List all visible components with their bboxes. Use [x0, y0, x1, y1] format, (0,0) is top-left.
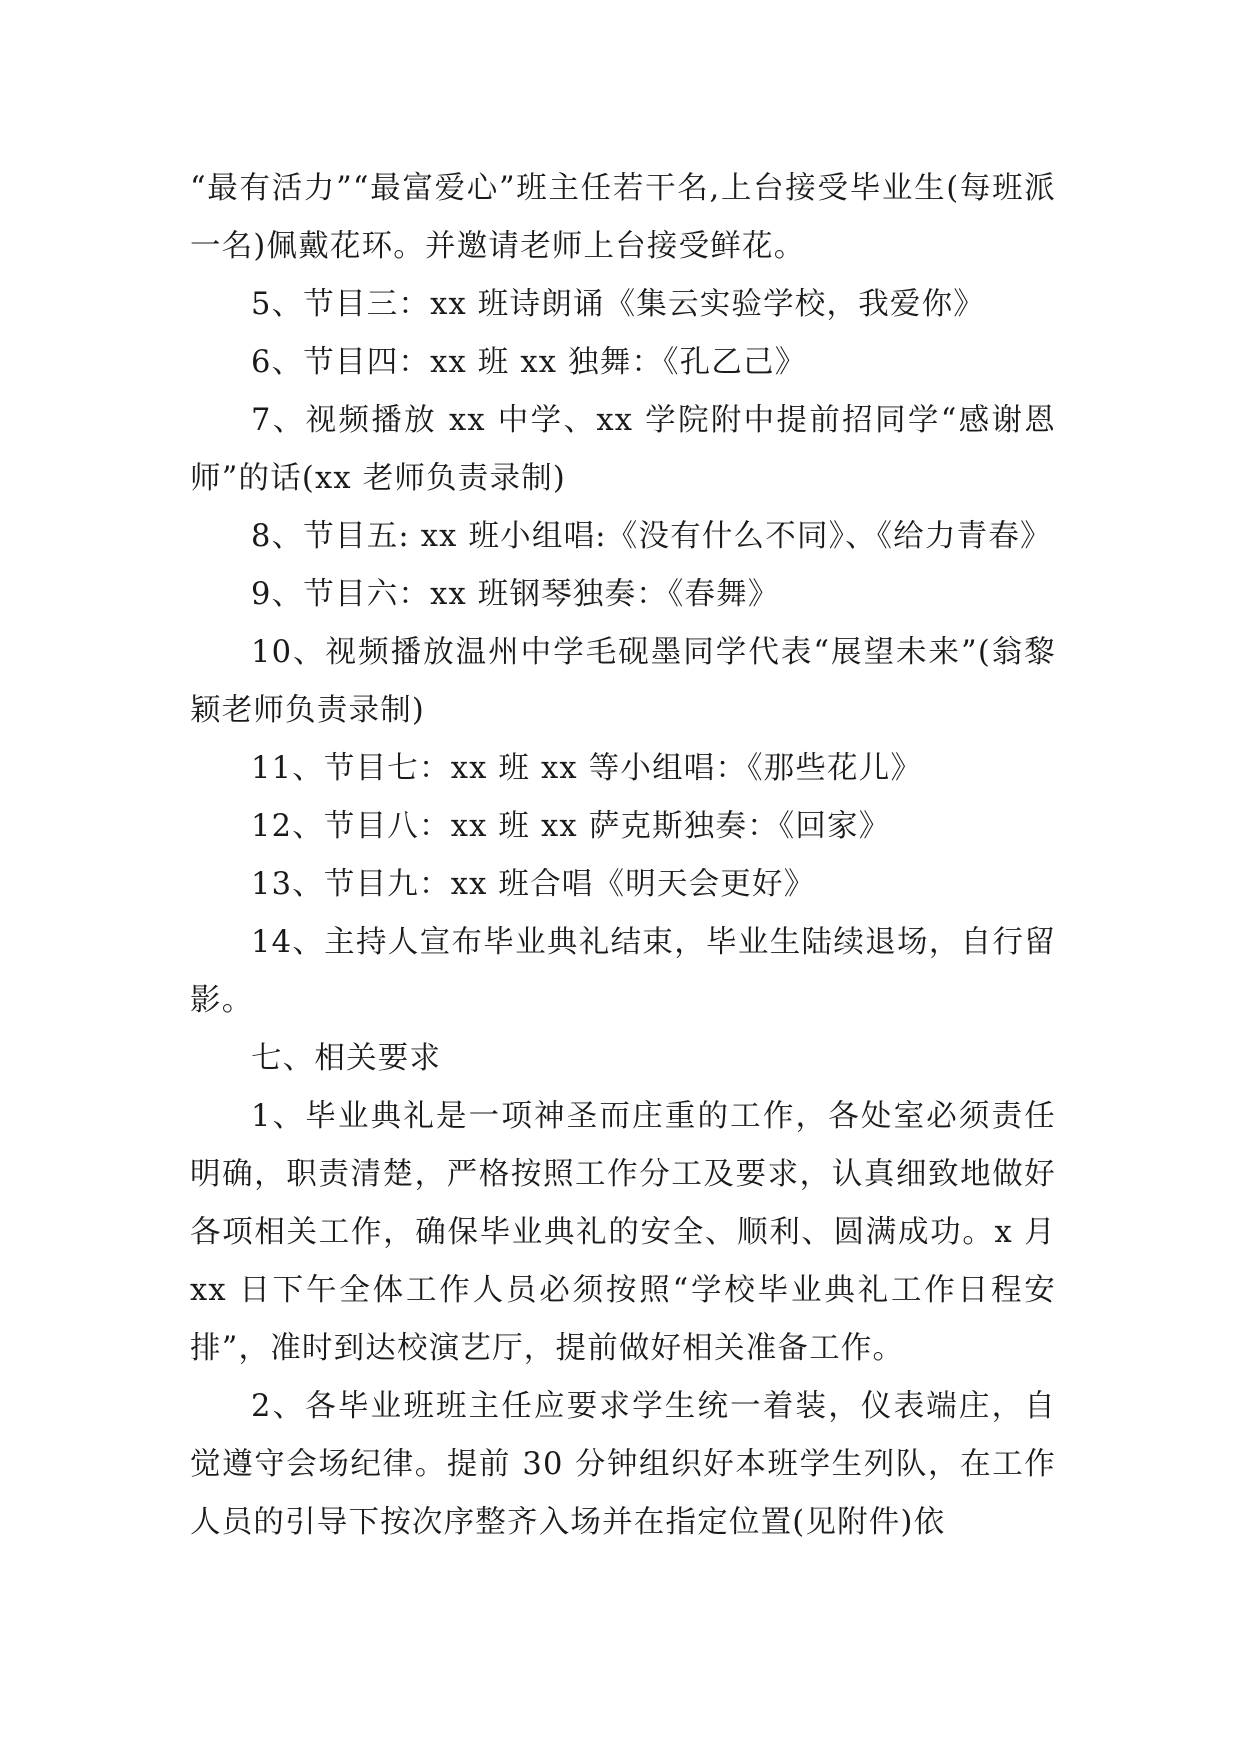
paragraph-program-8: 12、节目八：xx 班 xx 萨克斯独奏：《回家》 [251, 809, 891, 844]
paragraph-requirement-2: 2、各毕业班班主任应要求学生统一着装，仪表端庄，自觉遵守会场纪律。提前 30 分钟组织好本班学生列队，在工作人员的引导下按次序整齐入场并在指定位置(见附件)依 [190, 1389, 1056, 1540]
paragraph-program-6: 9、节目六：xx 班钢琴独奏：《春舞》 [251, 577, 780, 612]
document-body [190, 160, 1056, 1552]
section-heading-requirements: 七、相关要求 [251, 1041, 442, 1076]
paragraph-program-5: 8、节目五: xx 班小组唱:《没有什么不同》、《给力青春》 [251, 519, 1052, 554]
paragraph-program-7: 11、节目七：xx 班 xx 等小组唱：《那些花儿》 [251, 751, 923, 786]
paragraph-program-4: 6、节目四：xx 班 xx 独舞：《孔乙己》 [251, 345, 807, 380]
paragraph-ceremony-end: 14、主持人宣布毕业典礼结束，毕业生陆续退场，自行留影。 [190, 925, 1056, 1018]
paragraph-video-thanks: 7、视频播放 xx 中学、xx 学院附中提前招同学“感谢恩师”的话(xx 老师负责录制) [190, 403, 1056, 496]
paragraph-video-future: 10、视频播放温州中学毛砚墨同学代表“展望未来”(翁黎颖老师负责录制) [190, 635, 1056, 728]
paragraph-program-3: 5、节目三：xx 班诗朗诵《集云实验学校，我爱你》 [251, 287, 986, 322]
paragraph-requirement-1: 1、毕业典礼是一项神圣而庄重的工作，各处室必须责任明确，职责清楚，严格按照工作分工及要求，认真细致地做好各项相关工作，确保毕业典礼的安全、顺利、圆满成功。x 月 xx 日下午全体工作人员必须按照“学校毕业典礼工作日程安排”，准时到达校演艺厅，提前做好相关准备工作。 [190, 1099, 1056, 1366]
paragraph-program-9: 13、节目九：xx 班合唱《明天会更好》 [251, 867, 816, 902]
paragraph-homeroom-teachers: “最有活力”“最富爱心”班主任若干名,上台接受毕业生(每班派一名)佩戴花环。并邀请老师上台接受鲜花。 [190, 171, 1056, 264]
